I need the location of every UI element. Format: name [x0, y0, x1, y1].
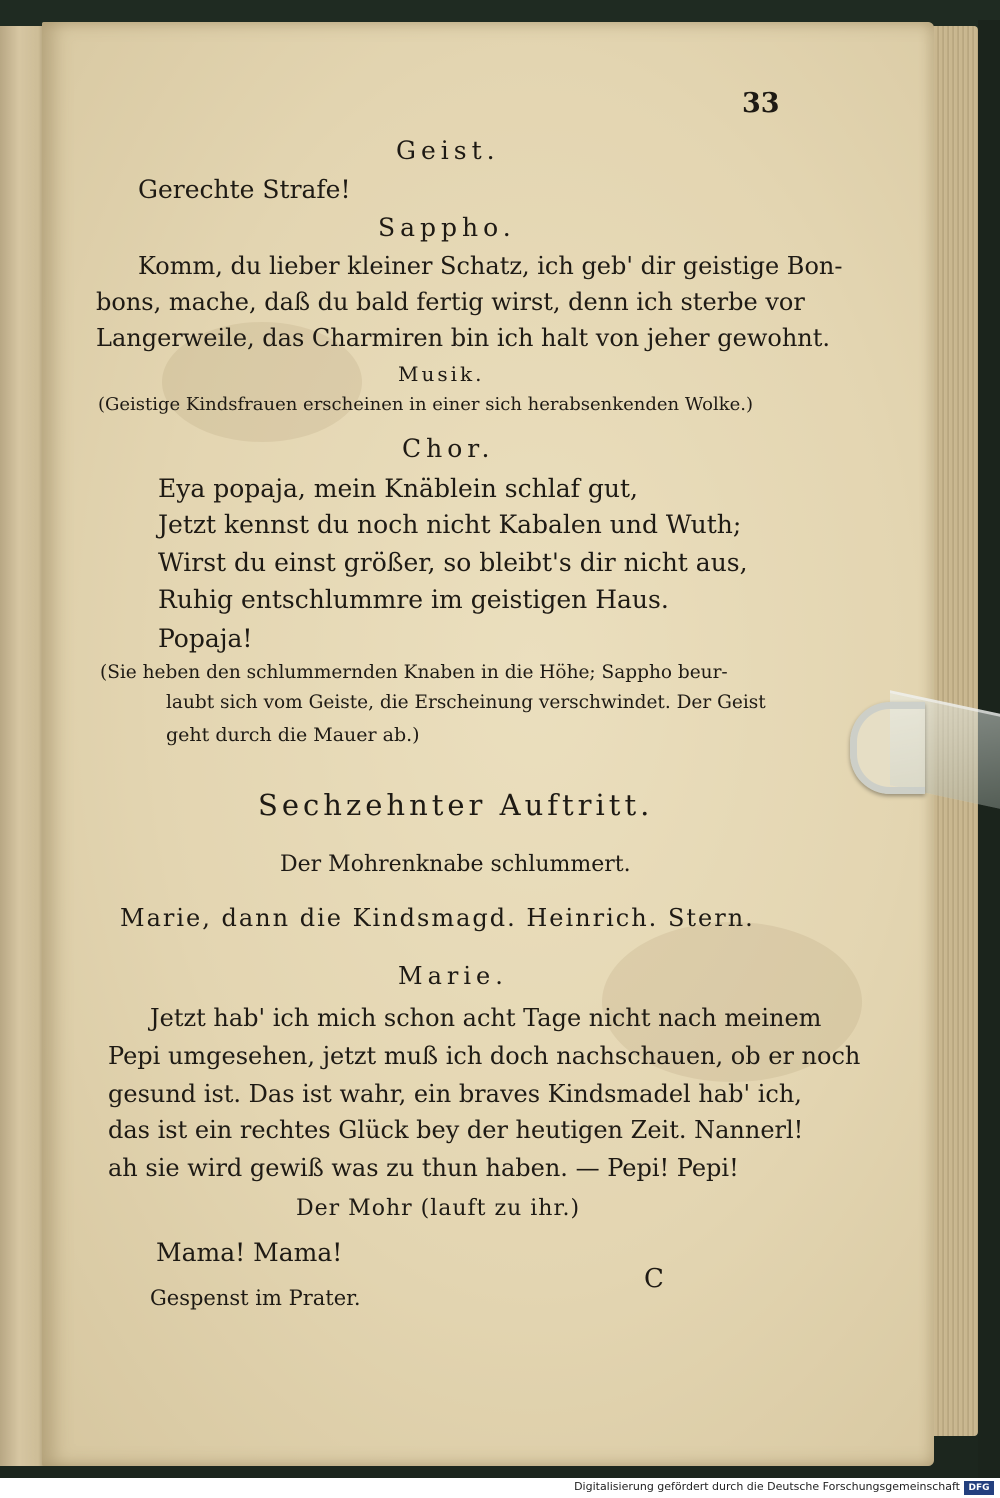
glass-page-weight [850, 696, 1000, 828]
text-line: Mama! Mama! [156, 1238, 343, 1267]
page-number: 33 [742, 88, 780, 119]
signature-mark: C [644, 1264, 664, 1294]
running-footer: Gespenst im Prater. [150, 1286, 361, 1310]
verse-line: Eya popaja, mein Knäblein schlaf gut, [158, 474, 638, 503]
speaker-heading: Marie. [398, 962, 508, 990]
dfg-logo: DFG [964, 1481, 994, 1495]
stage-direction: laubt sich vom Geiste, die Erscheinung verschwindet. Der Geist [166, 692, 766, 713]
stage-direction: (Sie heben den schlummernden Knaben in die Höhe; Sappho beur- [100, 662, 728, 683]
verse-line: Popaja! [158, 624, 253, 653]
scene-description: Der Mohrenknabe schlummert. [280, 852, 631, 877]
text-line: Langerweile, das Charmiren bin ich halt von jeher gewohnt. [96, 324, 831, 352]
stage-direction: (Geistige Kindsfrauen erscheinen in einer sich herabsenkenden Wolke.) [98, 394, 754, 415]
stage-direction: geht durch die Mauer ab.) [166, 724, 420, 746]
verse-line: Ruhig entschlummre im geistigen Haus. [158, 585, 669, 614]
scene-heading: Sechzehnter Auftritt. [258, 788, 654, 822]
glass-ring [850, 702, 925, 794]
character-list: Marie, dann die Kindsmagd. Heinrich. Stern. [120, 904, 755, 932]
footer-bar [0, 1478, 1000, 1498]
speaker-heading: Sappho. [378, 213, 516, 242]
text-line: gesund ist. Das ist wahr, ein braves Kindsmadel hab' ich, [108, 1080, 802, 1108]
verse-line: Wirst du einst größer, so bleibt's dir nicht aus, [158, 548, 748, 577]
text-line: Komm, du lieber kleiner Schatz, ich geb' dir geistige Bon- [138, 252, 843, 280]
speaker-heading: Geist. [396, 136, 500, 165]
speaker-heading: Chor. [402, 434, 495, 463]
speaker-heading: Der Mohr (lauft zu ihr.) [296, 1196, 581, 1221]
footer-credit: Digitalisierung gefördert durch die Deutsche Forschungsgemeinschaft [574, 1480, 960, 1493]
stage-heading: Musik. [398, 362, 485, 386]
text-line: ah sie wird gewiß was zu thun haben. — Pepi! Pepi! [108, 1154, 739, 1182]
text-line: Jetzt hab' ich mich schon acht Tage nicht nach meinem [150, 1004, 822, 1032]
text-line: das ist ein rechtes Glück bey der heutigen Zeit. Nannerl! [108, 1116, 804, 1144]
text-line: Gerechte Strafe! [138, 175, 351, 204]
verse-line: Jetzt kennst du noch nicht Kabalen und Wuth; [158, 510, 742, 539]
text-line: Pepi umgesehen, jetzt muß ich doch nachschauen, ob er noch [108, 1042, 861, 1070]
text-line: bons, mache, daß du bald fertig wirst, denn ich sterbe vor [96, 288, 805, 316]
